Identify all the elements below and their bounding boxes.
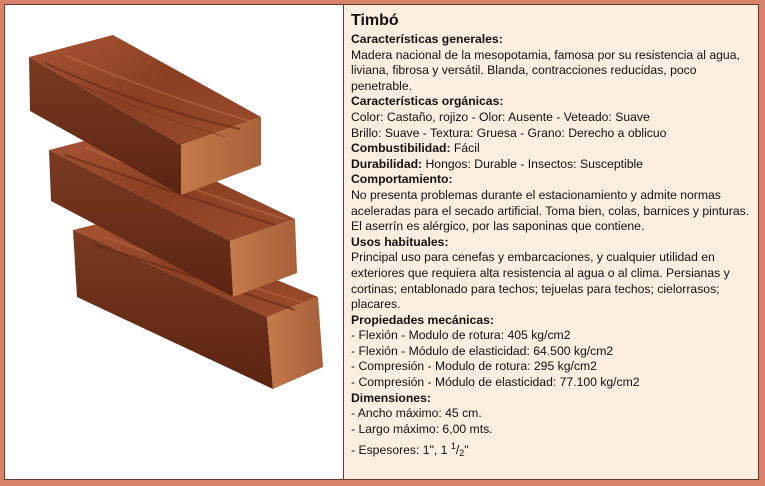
- durability-heading: Durabilidad:: [351, 156, 423, 171]
- mechanical-item: - Compresión - Modulo de rotura: 295 kg/cm2: [351, 359, 597, 374]
- content-frame: [4, 4, 759, 480]
- mechanical-item: - Flexión - Modulo de rotura: 405 kg/cm2: [351, 328, 571, 343]
- wood-planks-image: [5, 5, 343, 479]
- thickness-frac-num: 1: [450, 441, 456, 452]
- wood-image-cell: [5, 5, 344, 479]
- organic-heading: Características orgánicas:: [351, 94, 504, 109]
- description-panel: [344, 5, 758, 479]
- thickness-frac-den: 2: [459, 448, 465, 459]
- organic-line-1: Color: Castaño, rojizo - Olor: Ausente - Veteado: Suave: [351, 109, 650, 124]
- mechanical-heading: Propiedades mecánicas:: [351, 312, 494, 327]
- combustibility-value: Fácil: [453, 141, 480, 156]
- general-text: Madera nacional de la mesopotamia, famosa por su resistencia al agua, liviana, fibrosa y versátil. Blanda, contracciones reducidas, poco penetrable.: [351, 47, 740, 93]
- page-title: Timbó: [351, 12, 399, 29]
- general-heading: Características generales:: [351, 32, 503, 46]
- combustibility-heading: Combustibilidad:: [351, 141, 451, 156]
- dimension-length: - Largo máximo: 6,00 mts.: [351, 421, 493, 436]
- organic-line-2: Brillo: Suave - Textura: Gruesa - Grano: Derecho a oblicuo: [351, 125, 667, 140]
- combustibility-row: [351, 141, 752, 157]
- uses-text: Principal uso para cenefas y embarcaciones, y cualquier utilidad en exteriores que requiera alta resistencia al agua o al clima. Persianas y cortinas; entablonado para techos; tejuelas para techos; cielorrasos; placares.: [351, 250, 730, 312]
- behavior-text: No presenta problemas durante el estacionamiento y admite normas aceleradas para el secado artificial. Toma bien, colas, barnices y pinturas. El aserrín es alérgico, por las saponinas que contiene.: [351, 187, 750, 234]
- dimension-thickness: - Espesores: 1", 1 $^1/_2$": [351, 441, 469, 459]
- durability-row: [351, 157, 752, 173]
- mechanical-item: - Compresión - Módulo de elasticidad: 77.100 kg/cm2: [351, 375, 640, 390]
- behavior-heading: Comportamiento:: [351, 172, 453, 187]
- uses-heading: Usos habituales:: [351, 234, 449, 249]
- dimensions-heading: Dimensiones:: [351, 390, 431, 405]
- thickness-prefix: - Espesores: 1", 1: [351, 443, 451, 458]
- mechanical-item: - Flexión - Módulo de elasticidad: 64.500 kg/cm2: [351, 343, 614, 358]
- dimension-width: - Ancho máximo: 45 cm.: [351, 406, 482, 421]
- thickness-suffix: ": [464, 443, 469, 458]
- durability-value: Hongos: Durable - Insectos: Susceptible: [425, 156, 643, 171]
